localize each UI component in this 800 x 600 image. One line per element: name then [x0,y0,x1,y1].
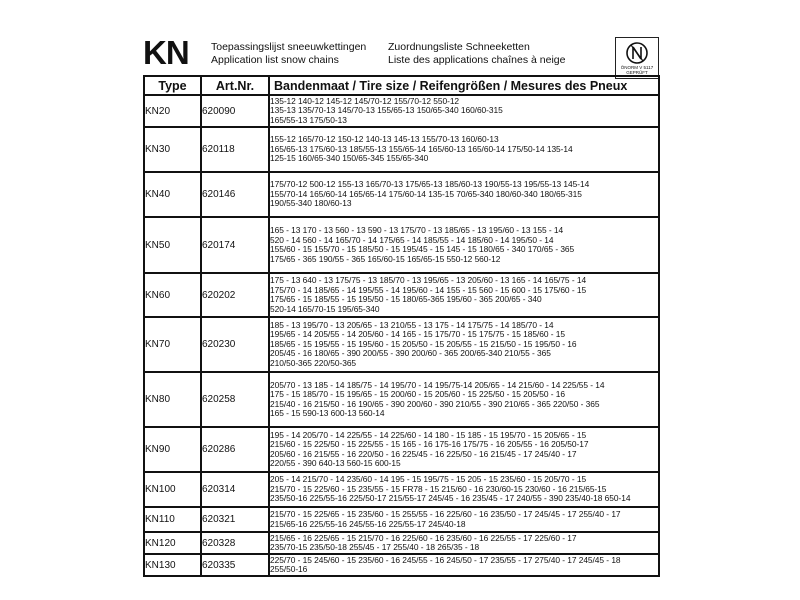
chain-type: KN70 [144,317,201,372]
tire-size-list [269,507,659,532]
title-english: Application list snow chains [211,54,339,66]
tire-size-line: 175/70-12 500-12 155-13 165/70-13 175/65-13 185/60-13 190/55-13 195/55-13 145-14 [270,179,590,190]
title-french: Liste des applications chaînes à neige [388,54,566,66]
table-row [144,95,659,127]
chain-type: KN110 [144,507,201,532]
article-number: 620146 [201,172,269,217]
tire-size-line: 175/65 - 15 185/55 - 15 195/50 - 15 180/65-365 195/60 - 365 200/65 - 340 [270,294,542,304]
tire-size-list [269,273,659,317]
article-number: 620286 [201,427,269,472]
chain-type: KN50 [144,217,201,273]
table-row [144,472,659,507]
tire-size-line: 210/50-365 220/50-365 [270,357,357,368]
article-number: 620202 [201,273,269,317]
article-number: 620258 [201,372,269,427]
tire-size-line: 175/65 - 365 190/55 - 365 165/60-15 165/65-15 550-12 560-12 [270,253,501,264]
application-table [143,75,660,577]
tire-size-line: 255/50-16 [270,564,308,574]
table-row [144,507,659,532]
article-number: 620174 [201,217,269,273]
table-row [144,532,659,554]
chain-type: KN80 [144,372,201,427]
tire-size-list [269,217,659,273]
tire-size-line: 175 - 13 640 - 13 175/75 - 13 185/70 - 13 195/65 - 13 205/60 - 13 165 - 14 165/75 - 14 [270,275,587,285]
logo-caption-norm: ÖNORM V 5117 [620,65,654,70]
chain-type: KN100 [144,472,201,507]
tire-size-line: 190/55-340 180/60-13 [270,198,352,209]
tire-size-line: 165 - 15 590-13 600-13 560-14 [270,408,385,418]
tire-size-line: 155/60 - 15 155/70 - 15 185/50 - 15 195/45 - 15 145 - 15 180/65 - 340 170/65 - 365 [270,244,575,254]
tire-size-line: 520-14 165/70-15 195/65-340 [270,303,380,314]
table-header-row [144,76,659,95]
tire-size-list [269,317,659,372]
article-number: 620118 [201,127,269,172]
tire-size-line: 215/60 - 15 225/50 - 15 225/55 - 15 165 - 16 175-16 175/75 - 16 205/55 - 16 205/50-17 [270,439,589,449]
title-german: Zuordnungsliste Schneeketten [388,41,530,53]
tire-size-line: 155/70-14 165/60-14 165/65-14 175/60-14 135-15 70/65-340 180/60-340 180/65-315 [270,188,582,199]
tire-size-line: 205/70 - 13 185 - 14 185/75 - 14 195/70 - 14 195/75-14 205/65 - 14 215/60 - 14 225/55 - 14 [270,379,605,390]
table-body [144,95,659,576]
tire-size-list [269,554,659,576]
tire-size-line: 215/40 - 16 215/50 - 16 190/65 - 390 200/60 - 390 210/55 - 390 210/65 - 365 220/50 - 365 [270,398,600,409]
tire-size-line: 235/50-16 225/55-16 225/50-17 215/55-17 245/45 - 16 235/45 - 17 240/55 - 390 235/40-18 650-14 [270,493,631,504]
header-type: Type [144,76,201,95]
logo-caption [616,65,658,75]
table-row [144,372,659,427]
tire-size-line: 205/45 - 16 180/65 - 390 200/55 - 390 200/60 - 365 200/65-340 210/55 - 365 [270,348,551,359]
chain-type: KN40 [144,172,201,217]
title-column-left [211,41,366,67]
tire-size-line: 235/70-15 235/50-18 255/45 - 17 255/40 - 18 265/35 - 18 [270,542,480,552]
chain-type: KN20 [144,95,201,127]
table-row [144,317,659,372]
tire-size-line: 215/65 - 16 225/65 - 15 215/70 - 16 225/60 - 16 235/60 - 16 225/55 - 17 225/60 - 17 [270,532,577,543]
tire-size-line: 225/70 - 15 245/60 - 15 235/60 - 16 245/55 - 16 245/50 - 17 235/55 - 17 275/40 - 17 245/45 - 18 [270,554,621,565]
tire-size-line: 205/60 - 16 215/55 - 16 220/50 - 16 225/45 - 16 225/50 - 16 215/45 - 17 245/40 - 17 [270,448,577,459]
tire-size-line: 215/70 - 15 225/65 - 15 235/60 - 15 255/55 - 16 225/60 - 16 235/50 - 17 245/45 - 17 255/40 - 17 [270,509,621,519]
tire-size-list [269,372,659,427]
chain-type: KN90 [144,427,201,472]
article-number: 620328 [201,532,269,554]
tire-size-list [269,427,659,472]
tire-size-line: 125-15 160/65-340 150/65-345 155/65-340 [270,153,429,164]
chain-type: KN120 [144,532,201,554]
table-row [144,273,659,317]
tire-size-line: 135-12 140-12 145-12 145/70-12 155/70-12 550-12 [270,95,460,106]
tire-size-line: 520 - 14 560 - 14 165/70 - 14 175/65 - 14 185/55 - 14 185/60 - 14 195/50 - 14 [270,234,554,245]
tire-size-line: 220/55 - 390 640-13 560-15 600-15 [270,458,401,468]
article-number: 620314 [201,472,269,507]
article-number: 620321 [201,507,269,532]
article-number: 620335 [201,554,269,576]
onorm-approval-icon [626,41,648,65]
tire-size-list [269,472,659,507]
tire-size-list [269,172,659,217]
table-row [144,217,659,273]
onorm-approval-logo [615,37,659,79]
article-number: 620230 [201,317,269,372]
tire-size-line: 165 - 13 170 - 13 560 - 13 590 - 13 175/70 - 13 185/65 - 13 195/60 - 13 155 - 14 [270,225,564,235]
header-tire-sizes: Bandenmaat / Tire size / Reifengrößen / Mesures des Pneux [269,76,659,95]
tire-size-line: 165/55-13 175/50-13 [270,114,347,125]
brand-title: KN [143,34,189,71]
table-row [144,554,659,576]
tire-size-line: 195/65 - 14 205/55 - 14 205/60 - 14 165 - 15 175/70 - 15 175/75 - 15 185/60 - 15 [270,329,565,340]
tire-size-line: 175 - 15 185/70 - 15 195/65 - 15 200/60 - 15 205/60 - 15 225/50 - 15 205/50 - 16 [270,389,565,399]
tire-size-line: 155-12 165/70-12 150-12 140-13 145-13 155/70-13 160/60-13 [270,134,499,145]
tire-size-line: 215/70 - 15 225/60 - 15 235/55 - 15 FR78 - 15 215/60 - 16 230/60-15 230/60 - 16 215/65-15 [270,483,607,494]
table-row [144,427,659,472]
article-number: 620090 [201,95,269,127]
tire-size-line: 135-13 135/70-13 145/70-13 155/65-13 150/65-340 160/60-315 [270,105,503,116]
tire-size-line: 185 - 13 195/70 - 13 205/65 - 13 210/55 - 13 175 - 14 175/75 - 14 185/70 - 14 [270,319,554,330]
document-header [143,34,660,75]
title-column-right [388,41,565,67]
tire-size-line: 185/65 - 15 195/55 - 15 195/60 - 15 205/50 - 15 205/55 - 15 215/50 - 15 195/50 - 16 [270,338,577,349]
table-row [144,127,659,172]
tire-size-list [269,127,659,172]
chain-type: KN130 [144,554,201,576]
tire-size-line: 165/65-13 175/60-13 185/55-13 155/65-14 165/60-13 165/60-14 175/50-14 135-14 [270,143,573,154]
tire-size-list [269,95,659,127]
tire-size-line: 175/70 - 14 185/65 - 14 195/55 - 14 195/60 - 14 155 - 15 560 - 15 600 - 15 175/60 - 15 [270,284,587,295]
title-dutch: Toepassingslijst sneeuwkettingen [211,41,367,53]
logo-caption-tested: GEPRÜFT [626,70,648,75]
table-row [144,172,659,217]
tire-size-line: 215/65-16 225/55-16 245/55-16 225/55-17 245/40-18 [270,518,466,529]
chain-type: KN60 [144,273,201,317]
header-artnr: Art.Nr. [201,76,269,95]
chain-type: KN30 [144,127,201,172]
tire-size-list [269,532,659,554]
tire-size-line: 195 - 14 205/70 - 14 225/55 - 14 225/60 - 14 180 - 15 185 - 15 195/70 - 15 205/65 - 15 [270,429,587,440]
tire-size-line: 205 - 14 215/70 - 14 235/60 - 14 195 - 15 195/75 - 15 205 - 15 235/60 - 15 205/70 - 15 [270,474,587,485]
